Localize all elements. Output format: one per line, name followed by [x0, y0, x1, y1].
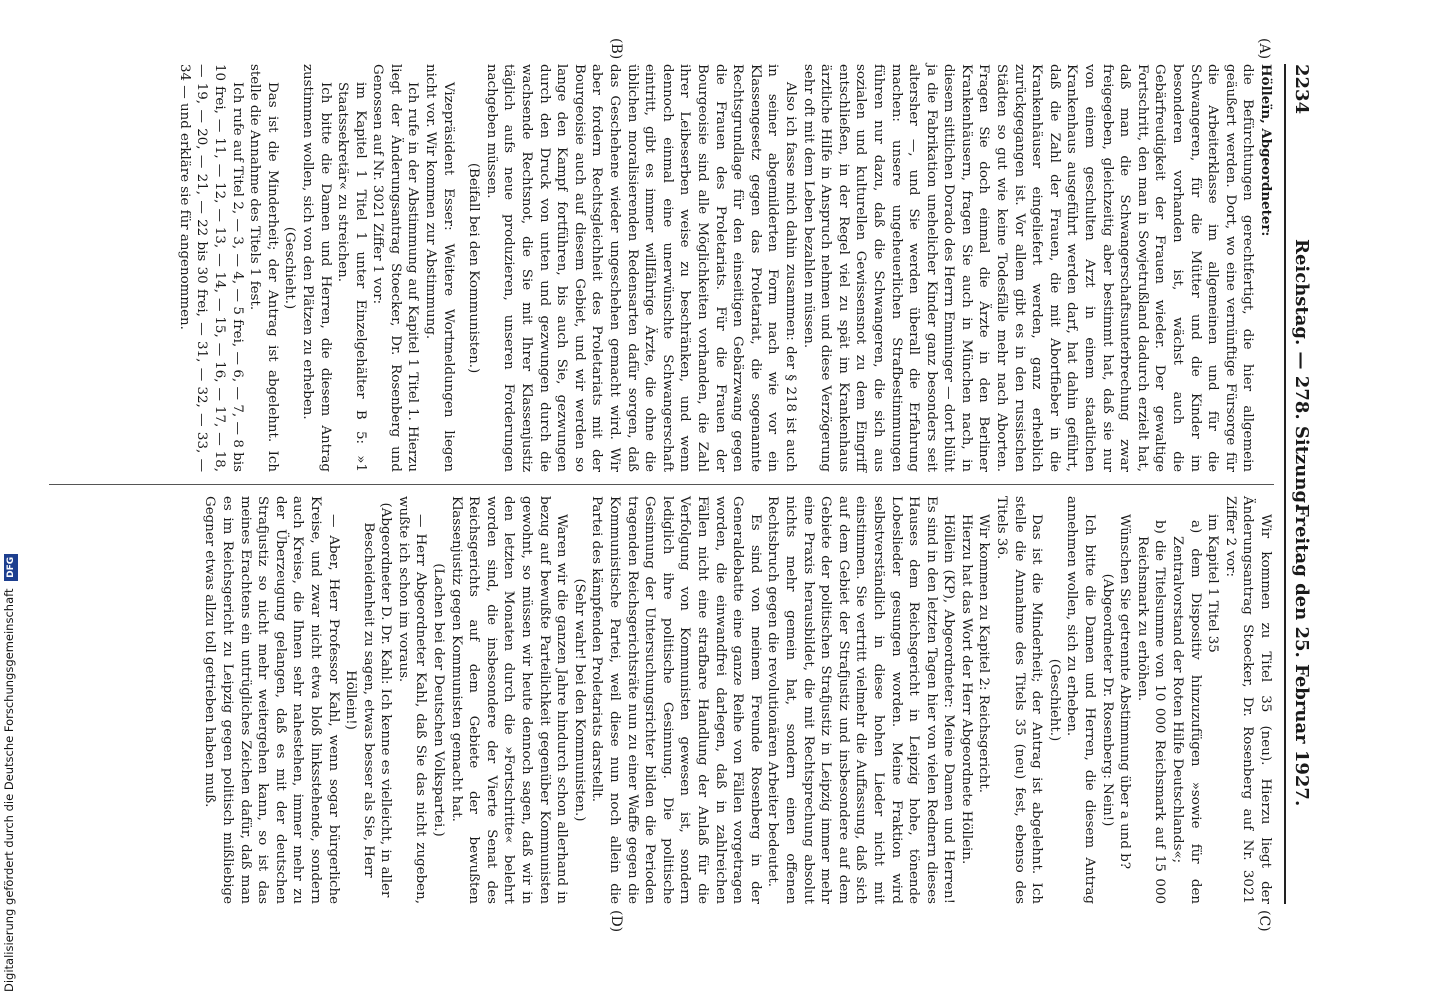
paragraph: Wünschen Sie getrennte Abstimmung über a und b?	[1117, 514, 1133, 870]
digitization-credit	[2, 554, 18, 992]
motion-item: a) dem Dispositiv hinzuzufügen »sowie für den Zentralvorstand der Roten Hilfe Deutschlands«;	[1170, 520, 1203, 904]
paragraph: Ich bitte die Damen und Herren, die diesem Antrag zustimmen wollen, sich von den Plätzen zu erheben.	[299, 64, 333, 472]
right-column	[201, 496, 1274, 904]
paragraph: — Aber, Herr Professor Kahl, wenn sogar bürgerliche Kreise, und zwar nicht etwa bloß linksstehende, sondern auch Kreise, die Ihnen sehr nahestehen, immer mehr zu der Überzeugung gelangen, daß es mit der deutschen Strafjustiz so nicht mehr weitergehen kann, so ist das meines Erachtens ein untrügliches Zeichen dafür, daß man es im Reichsgericht zu Leipzig gegen politisch mißliebige Gegner etwas allzu toll getrieben haben muß.	[202, 496, 341, 904]
paragraph: Also ich fasse mich dahin zusammen: der § 218 ist auch in seiner abgemilderten Form nach wie vor ein Klassengesetz gegen das Proletariat, die sogenannte Rechtsgrundlage für den einseitigen Gebärzwang gegen die Frauen des Proletariats. Für die Frauen der Bourgeoisie sind alle Möglichkeiten vorhanden, die Zahl ihrer Leibeserben weise zu beschränken, und wenn dennoch einmal eine unerwünschte Schwangerschaft eintritt, gibt es immer willfährige Ärzte, die ohne die üblichen moralisierenden Redensarten dafür sorgen, daß das Geschehene wieder ungeschehen gemacht wird. Wir aber fordern Rechtsgleichheit des Proletariats mit der Bourgeoisie auch auf diesem Gebiet, und wir werden so lange den Kampf fortführen, bis auch Sie, gezwungen durch den Druck von unten und gezwungen durch die wachsende Rechtsnot, die Sie mit Ihrer Klassenjustiz täglich aufs neue produzieren, unseren Forderungen nachgeben müssen.	[483, 64, 798, 472]
paragraph: Das ist die Minderheit; der Antrag ist abgelehnt. Ich stelle die Annahme des Titels 1 fest.	[247, 64, 280, 472]
margin-marker-c: (C)	[1256, 910, 1272, 932]
page-number: 2234	[1291, 64, 1312, 115]
paragraph: Vizepräsident Esser: Weitere Wortmeldungen liegen nicht vor. Wir kommen zur Abstimmung.	[423, 64, 456, 472]
motion-item: b) die Titelsumme von 10 000 Reichsmark auf 15 000 Reichsmark zu erhöhen.	[1134, 520, 1168, 904]
document-sheet	[34, 38, 1314, 933]
page-header	[1284, 64, 1314, 904]
interjection: (Geschieht.)	[282, 226, 298, 310]
paragraph: Das ist die Minderheit; der Antrag ist abgelehnt. Ich stelle die Annahme des Titels 35 (neu) fest, ebenso des Titels 36.	[994, 496, 1045, 904]
paragraph: die Befürchtungen gerechtfertigt, die hier allgemein geäußert werden. Dort, wo eine vernünftige Fürsorge für die Arbeiterklasse im allgemeinen und für die Schwangeren, für die Mütter und die Kinder im besonderen vorhanden ist, wächst auch die Gebärfreudigkeit der Frauen wieder. Der gewaltige Fortschritt, den man in Sowjetrußland dadurch erzielt hat, daß man die Schwangerschaftsunterbrechung zwar freigegeben, gleichzeitig aber bestimmt hat, daß sie nur von einem geschulten Arzt in einem staatlichen Krankenhaus ausgeführt werden darf, hat dahin geführt, daß die Zahl der Frauen, die mit Abortfieber in die Krankenhäuser eingeliefert werden, ganz erheblich zurückgegangen ist. Vor allem gibt es in den russischen Städten so gut wie keine Todesfälle mehr nach Aborten. Fragen Sie doch einmal die Ärzte in den Berliner Krankenhäusern, fragen Sie auch in München nach, in diesem sittlichen Dorado des Herrn Emminger — dort blüht ja die Fabrikation unehelicher Kinder ganz besonders seit altersher —, und Sie werden überall die Erfahrung machen: unsere ungeheuerlichen Strafbestimmungen führen nur dazu, daß die Schwangeren, die sich aus sozialen und kulturellen Gewissensnot zu dem Eingriff entschließen, in der Regel viel zu spät im Krankenhaus ärztliche Hilfe in Anspruch nehmen und diese Verzögerung sehr oft mit dem Leben bezahlen müssen.	[800, 64, 1256, 472]
interjection: (Beifall bei den Kommunisten.)	[466, 162, 482, 374]
paragraph: Waren wir die ganzen Jahre hindurch schon allerhand in bezug auf bewußte Parteilichkeit gegenüber Kommunisten gewohnt, so müssen wir heute dennoch sagen, daß wir in den letzten Monaten durch die »Fortschritte« belehrt worden sind, die insbesondere der Vierte Senat des Reichsgerichts auf dem Gebiete der bewußten Klassenjustiz gegen Kommunisten gemacht hat.	[448, 496, 570, 904]
running-head: Reichstag. — 278. Sitzung.	[1291, 239, 1312, 510]
paragraph: Ich rufe auf Titel 2, — 3, — 4, — 5 frei, — 6, — 7, — 8 bis 10 frei, — 11, — 12, — 13, — 14, — 15, — 16, — 17, — 18, — 19, — 20, — 21, — 22 bis 30 frei, — 31, — 32, — 33, — 34 — und erkläre sie für angenommen.	[176, 64, 245, 472]
paragraph: Höllein (KP), Abgeordneter: Meine Damen und Herren! Es sind in den letzten Tagen hier von vielen Rednern dieses Hauses dem Reichsgericht in Leipzig hohe, tönende Lobeslieder gesungen worden. Meine Fraktion wird selbstverständlich in diese hohen Lieder nicht mit einstimmen. Sie vertritt vielmehr die Auffassung, daß sich auf dem Gebiet der Strafjustiz und insbesondere auf dem Gebiete der politischen Strafjustiz in Leipzig immer mehr eine Praxis herausbildet, die mit Rechtsprechung absolut nichts mehr gemein hat, sondern einen offenen Rechtsbruch gegen die revolutionären Arbeiter bedeutet.	[765, 496, 957, 904]
motion-text: im Kapitel 1 Titel 35	[1205, 514, 1221, 653]
paragraph: Ich rufe in der Abstimmung auf Kapitel 1 Titel 1. Hierzu liegt der Änderungsantrag Stoecker, Dr. Rosenberg und Genossen auf Nr. 3021 Ziffer 1 vor:	[370, 64, 421, 472]
left-column	[175, 64, 1274, 472]
paragraph: Wir kommen zu Kapitel 2: Reichsgericht.	[976, 514, 992, 793]
interjection: (Abgeordneter D. Dr. Kahl: Ich kenne es vielleicht, in aller Bescheidenheit zu sagen, etwas besser als Sie, Herr Höllein!)	[343, 502, 394, 898]
column-divider	[49, 484, 1274, 485]
margin-marker-a: (A)	[1256, 38, 1272, 60]
motion-text: im Kapitel 1 Titel 1 unter Einzelgehälter B 5: »1 Staatssekretär« zu streichen.	[335, 82, 368, 472]
paragraph: Wir kommen zu Titel 35 (neu). Hierzu liegt der Änderungsantrag Stoecker, Dr. Rosenberg auf Nr. 3021 Ziffer 2 vor:	[1222, 496, 1273, 904]
interjection: (Sehr wahr! bei den Kommunisten.)	[571, 578, 587, 822]
margin-marker-d: (D)	[608, 910, 624, 933]
paragraph: — Herr Abgeordneter Kahl, daß Sie das nicht zugeben, wußte ich schon im voraus.	[395, 496, 429, 904]
session-date: Freitag den 25. Februar 1927.	[1291, 504, 1312, 807]
dfg-logo: DFG	[4, 554, 18, 581]
interjection: (Abgeordneter Dr. Rosenberg: Nein!)	[1099, 573, 1115, 827]
paragraph: Es sind von meinem Freunde Rosenberg in der Generaldebatte eine ganze Reihe von Fällen vorgetragen worden, die einwandfrei darlegen, daß in zahlreichen Fällen nicht eine strafbare Handlung der Anlaß für die Verfolgung von Kommunisten gewesen ist, sondern lediglich ihre politische Gesinnung. Die politische Gesinnung der Untersuchungsrichter bilden die Perioden tragenden Reichsgerichtsräte nun zu einer Waffe gegen die Kommunistische Partei, weil diese nun noch allein die Partei des kämpfenden Proletariats darstellt.	[589, 496, 763, 904]
credit-text: Digitalisierung gefördert durch die Deutsche Forschungsgemeinschaft	[2, 588, 16, 992]
margin-marker-b: (B)	[608, 38, 624, 60]
interjection: (Lachen bei der Deutschen Volkspartei.)	[431, 563, 447, 837]
interjection: (Geschieht.)	[1046, 658, 1062, 742]
paragraph: Ich bitte die Damen und Herren, die diesem Antrag annehmen wollen, sich zu erheben.	[1064, 496, 1098, 904]
paragraph: Hierzu hat das Wort der Herr Abgeordnete Höllein.	[958, 514, 974, 865]
speaker-line: Hölleïn, Abgeordneter:	[1258, 64, 1274, 237]
